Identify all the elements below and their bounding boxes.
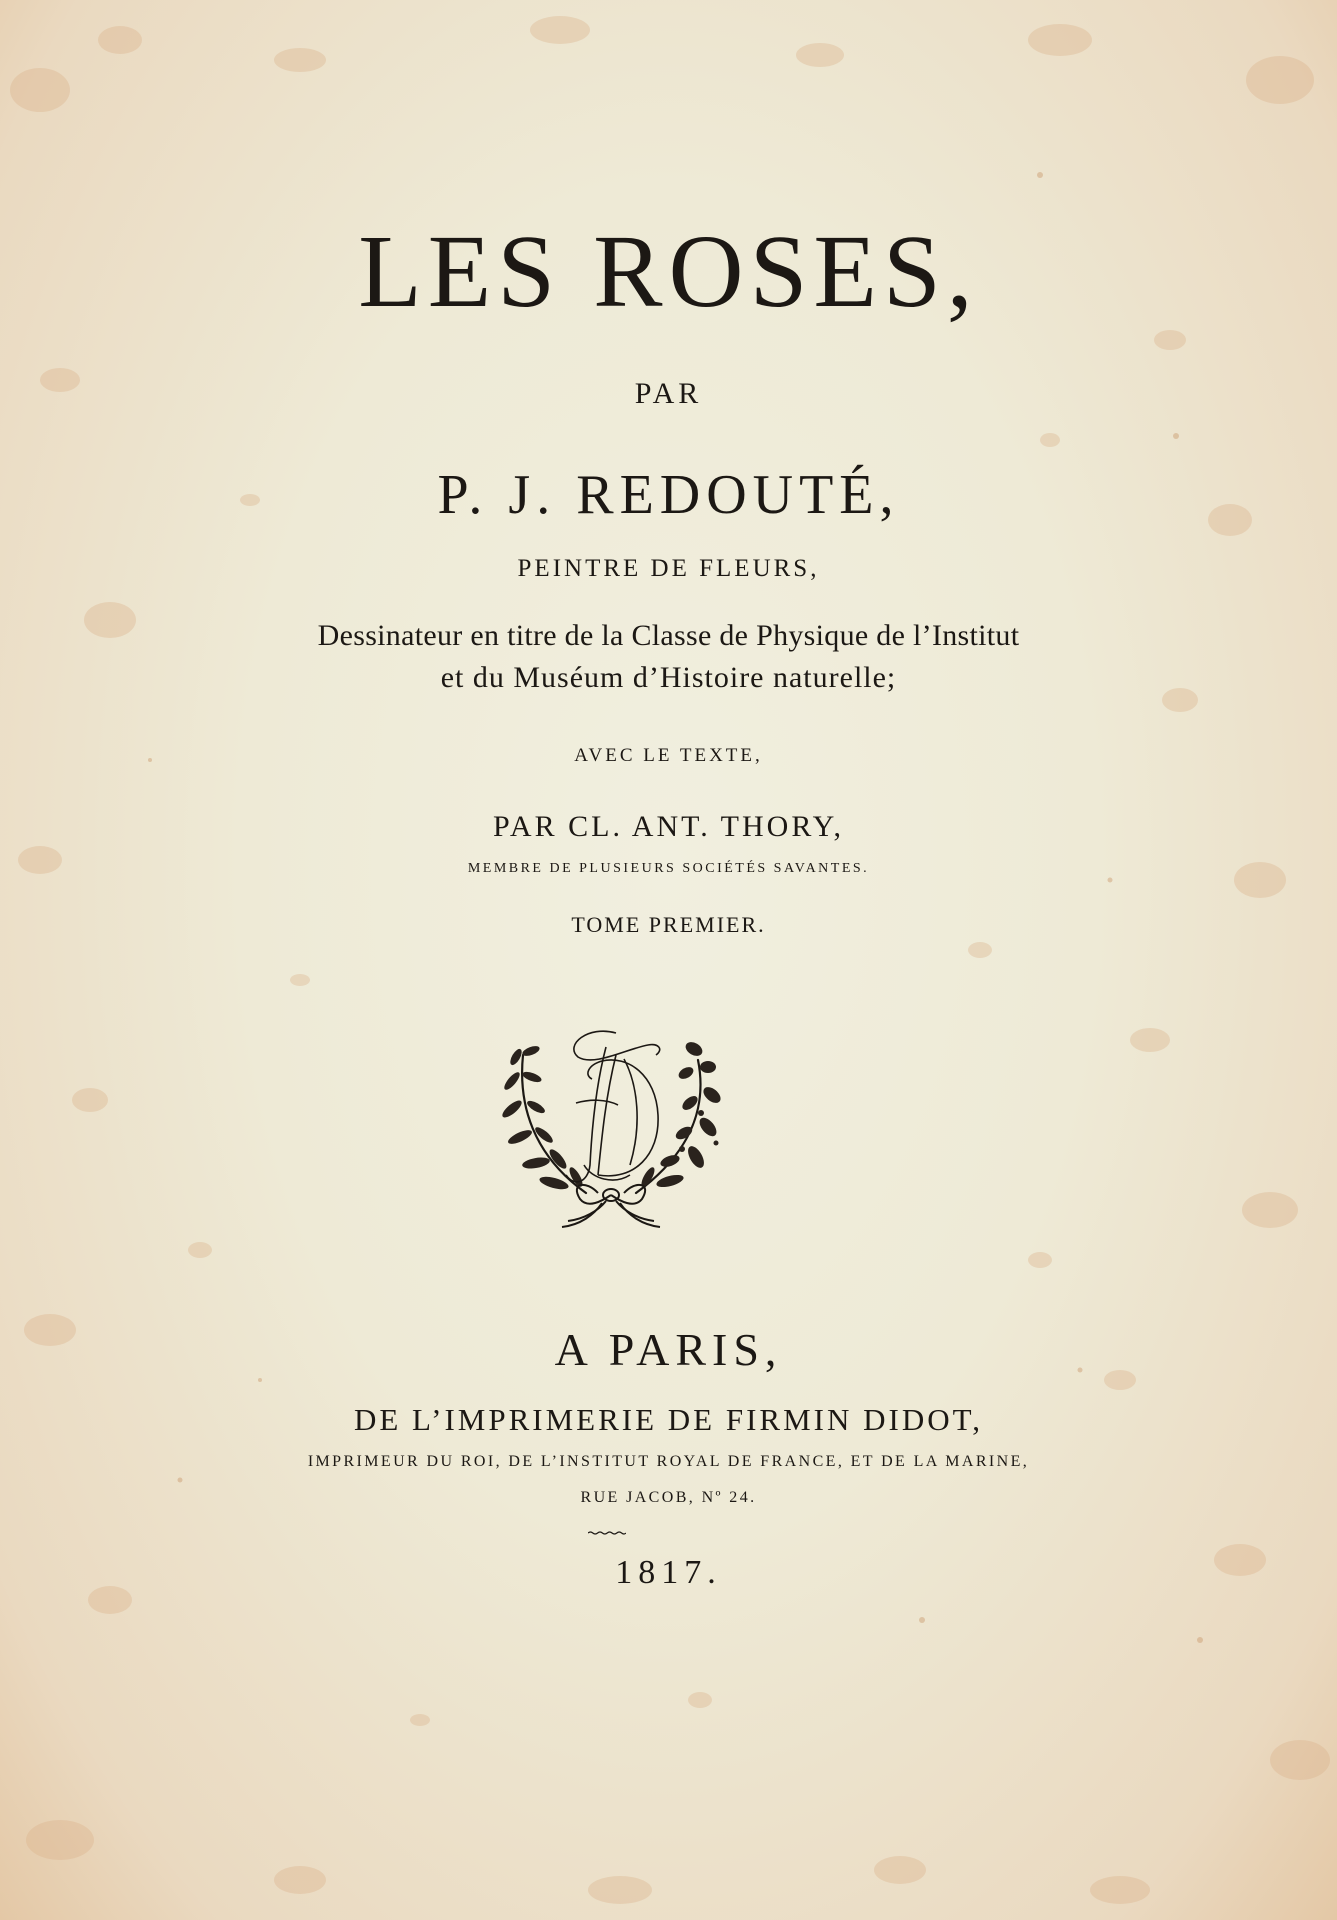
wreath-monogram-emblem (498, 1015, 724, 1231)
imprint-printer-description: IMPRIMEUR DU ROI, DE L’INSTITUT ROYAL DE FRANCE, ET DE LA MARINE, (307, 1453, 1030, 1470)
imprint-address: RUE JACOB, Nº 24. (580, 1489, 757, 1506)
publication-year: 1817. (615, 1554, 722, 1591)
volume-label: TOME PREMIER. (571, 912, 766, 937)
author-description-line-2: et du Muséum d’Histoire naturelle; (440, 661, 897, 694)
decorative-rule (588, 1531, 626, 1535)
imprint-printer: DE L’IMPRIMERIE DE FIRMIN DIDOT, (353, 1402, 983, 1437)
author-description-line-1: Dessinateur en titre de la Classe de Physique de l’Institut (317, 619, 1020, 652)
author-name: P. J. REDOUTÉ, (437, 464, 900, 526)
co-author-name: PAR CL. ANT. THORY, (493, 810, 844, 843)
author-role: PEINTRE DE FLEURS, (517, 555, 820, 582)
co-author-description: MEMBRE DE PLUSIEURS SOCIÉTÉS SAVANTES. (467, 861, 870, 876)
book-title: LES ROSES, (358, 214, 979, 329)
by-label: PAR (634, 377, 703, 410)
with-text-label: AVEC LE TEXTE, (574, 745, 763, 766)
imprint-city: A PARIS, (554, 1324, 783, 1375)
